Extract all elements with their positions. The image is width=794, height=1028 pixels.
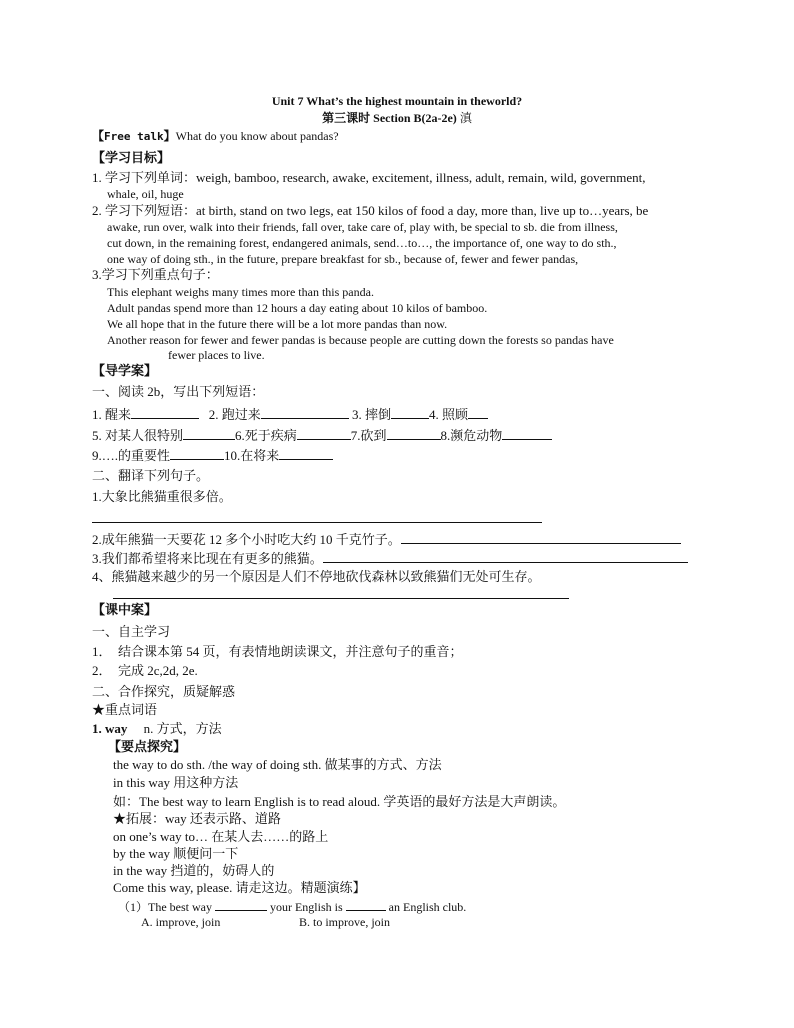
blank[interactable] [346,899,386,911]
explore-line-5: on one’s way to… 在某人去……的路上 [113,829,329,844]
blank[interactable] [297,428,351,440]
blank[interactable] [183,428,235,440]
exercise-1: （1）The best way your English is an English club. [118,900,467,914]
goals-item-2-cont3: one way of doing sth., in the future, prepare breakfast for sb., because of, fewer and fewer pandas, [107,252,579,266]
subtitle-mark: 滇 [459,111,472,125]
blank[interactable] [261,407,349,419]
translate-2: 2.成年熊猫一天要花 12 多个小时吃大约 10 千克竹子。 [92,532,681,547]
key-sentence-1: This elephant weighs many times more than this panda. [107,285,374,299]
translate-1: 1.大象比熊猫重很多倍。 [92,489,232,504]
goals-item-1: 1. 学习下列单词：weigh, bamboo, research, awake, excitement, illness, adult, remain, wild, government, [92,170,646,185]
lesson-subtitle [0,111,794,125]
blank[interactable] [387,428,441,440]
phrase-row-3: 9.….的重要性 10.在将来 [92,448,333,463]
inclass-item-1: 1． 结合课本第 54 页，有表情地朗读课文，并注意句子的重音； [92,644,463,659]
key-sentence-4: Another reason for fewer and fewer pandas is because people are cutting down the forests so pandas have [107,333,614,347]
goals-item-1-cont: whale, oil, huge [107,187,184,201]
goals-item-3: 3.学习下列重点句子： [92,267,219,282]
answer-line-4[interactable] [113,598,569,599]
unit-title: Unit 7 What’s the highest mountain in theworld? [271,94,523,108]
answer-line-2[interactable] [401,532,681,544]
answer-line-1[interactable] [92,522,542,523]
blank[interactable] [279,448,333,460]
inclass-part-1: 一、自主学习 [92,624,171,639]
free-talk-line: 【Free talk】What do you know about pandas? [92,129,339,143]
blank[interactable] [468,407,488,419]
explore-line-6: by the way 顺便问一下 [113,846,239,861]
key-sentence-3: We all hope that in the future there will be a lot more pandas than now. [107,317,448,331]
answer-line-3[interactable] [323,551,688,563]
explore-line-7: in the way 挡道的，妨碍人的 [113,863,275,878]
blank[interactable] [215,899,267,911]
explore-line-4: ★拓展：way 还表示路、道路 [113,811,281,826]
explore-heading: 【要点探究】 [108,739,187,754]
goals-heading: 【学习目标】 [92,150,171,165]
phrase-row-1: 1. 醒来 2. 跑过来 3. 摔倒 4. 照顾 [92,407,488,422]
key-words-heading: ★重点词语 [92,702,158,717]
translate-4: 4、熊猫越来越少的另一个原因是人们不停地砍伐森林以致熊猫们无处可生存。 [92,569,541,584]
phrase-row-2: 5. 对某人很特别 6.死于疾病 7.砍到 8.濒危动物 [92,428,552,443]
guide-heading: 【导学案】 [92,363,158,378]
inclass-heading: 【课中案】 [92,602,158,617]
blank[interactable] [170,448,224,460]
key-sentence-2: Adult pandas spend more than 12 hours a day eating about 10 kilos of bamboo. [107,301,488,315]
free-talk-question: What do you know about pandas? [175,129,339,143]
guide-part-2: 二、翻译下列句子。 [92,468,210,483]
blank[interactable] [391,407,429,419]
inclass-item-2: 2． 完成 2c,2d, 2e. [92,663,198,678]
key-sentence-4-cont: fewer places to live. [168,348,265,362]
goals-item-2-cont2: cut down, in the remaining forest, endangered animals, send…to…, the importance of, one way to do sth., [107,236,617,250]
explore-line-3: 如：The best way to learn English is to read aloud. 学英语的最好方法是大声朗读。 [113,794,566,809]
explore-line-1: the way to do sth. /the way of doing sth. 做某事的方式、方法 [113,757,442,772]
option-a[interactable]: A. improve, join [141,915,221,929]
explore-line-8: Come this way, please. 请走这边。精题演练】 [113,880,366,895]
option-b[interactable]: B. to improve, join [299,915,390,929]
word-entry: 1. way n. 方式，方法 [92,721,222,736]
lesson-subtitle-text: 第三课时 Section B(2a-2e) [322,111,457,125]
free-talk-label: Free talk [104,130,164,143]
goals-item-2-cont1: awake, run over, walk into their friends, fall over, take care of, play with, be special to sb. die from illness, [107,220,618,234]
goals-item-2: 2. 学习下列短语：at birth, stand on two legs, eat 150 kilos of food a day, more than, live up to…years, be [92,203,649,218]
translate-3: 3.我们都希望将来比现在有更多的熊猫。 [92,551,688,566]
guide-part-1: 一、阅读 2b，写出下列短语： [92,384,265,399]
inclass-part-2: 二、合作探究，质疑解惑 [92,684,236,699]
blank[interactable] [502,428,552,440]
blank[interactable] [131,407,199,419]
explore-line-2: in this way 用这种方法 [113,775,239,790]
